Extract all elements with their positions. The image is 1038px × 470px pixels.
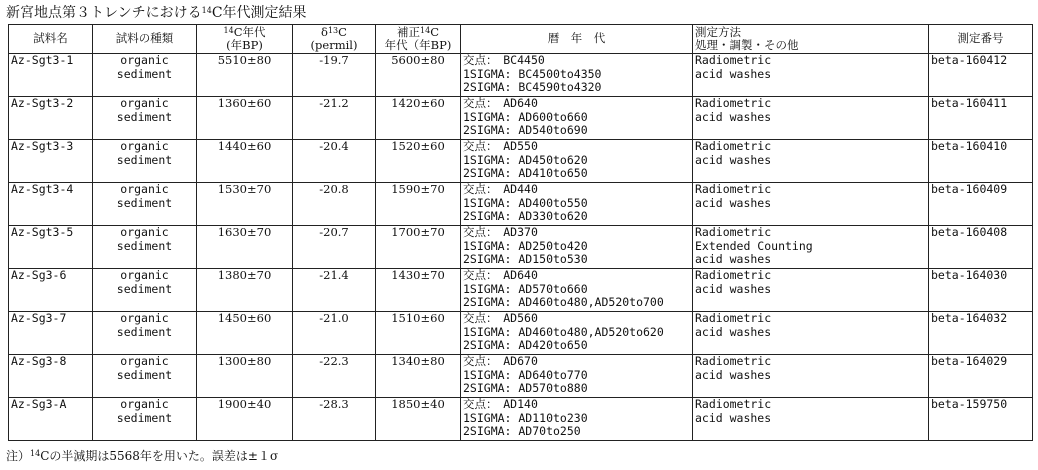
table-row xyxy=(9,269,1033,312)
calendar-1sigma: 1SIGMA: AD460to480,AD520to620 xyxy=(463,324,664,339)
method-line: acid washes xyxy=(695,324,772,339)
cell-calendar-age xyxy=(461,97,693,140)
calendar-2sigma: 2SIGMA: AD410to650 xyxy=(463,166,588,180)
cell-age: 1630±70 xyxy=(197,226,293,269)
header-delta-c: C xyxy=(338,24,347,39)
cell-sample-type-line1: organic xyxy=(120,354,169,368)
cell-age: 1380±70 xyxy=(197,269,293,312)
title-prefix: 新宮地点第３トレンチにおける xyxy=(6,5,202,21)
cell-delta: -20.8 xyxy=(293,183,376,226)
cell-sample-type-line1: organic xyxy=(120,139,169,153)
method-line: acid washes xyxy=(695,66,772,81)
cell-sample-type-line1: organic xyxy=(120,225,169,239)
header-sample-name: 試料名 xyxy=(9,25,93,54)
cell-age: 1530±70 xyxy=(197,183,293,226)
table-row xyxy=(9,140,1033,183)
method-line: Radiometric xyxy=(695,139,772,153)
calendar-intercept: 交点： AD640 xyxy=(463,268,538,282)
calendar-intercept: 交点： AD440 xyxy=(463,182,538,196)
table-row xyxy=(9,54,1033,97)
table-row xyxy=(9,355,1033,398)
header-corrected-line2: 年代（年BP) xyxy=(384,38,452,52)
header-method-line2: 処理・調製・その他 xyxy=(695,38,799,52)
calendar-1sigma: 1SIGMA: AD400to550 xyxy=(463,195,588,210)
method-line: acid washes xyxy=(695,281,772,296)
method-line: Radiometric xyxy=(695,397,772,411)
cell-sample-name: Az-Sgt3-1 xyxy=(9,54,93,97)
cell-corrected-age: 1520±60 xyxy=(376,140,461,183)
cell-delta: -20.7 xyxy=(293,226,376,269)
cell-sample-name: Az-Sg3-8 xyxy=(9,355,93,398)
cell-corrected-age: 1340±80 xyxy=(376,355,461,398)
calendar-1sigma: 1SIGMA: BC4500to4350 xyxy=(463,66,602,81)
cell-sample-type xyxy=(93,183,197,226)
calendar-1sigma: 1SIGMA: AD110to230 xyxy=(463,410,588,425)
footnote-superscript: 14 xyxy=(30,449,41,458)
title-suffix: C年代測定結果 xyxy=(211,5,307,21)
cell-sample-name: Az-Sg3-6 xyxy=(9,269,93,312)
cell-sample-type-line1: organic xyxy=(120,182,169,196)
method-line: Radiometric xyxy=(695,182,772,196)
cell-sample-name: Az-Sg3-A xyxy=(9,398,93,441)
cell-age: 1440±60 xyxy=(197,140,293,183)
cell-lab-number: beta-160409 xyxy=(929,183,1033,226)
header-row xyxy=(9,25,1033,54)
calendar-1sigma: 1SIGMA: AD450to620 xyxy=(463,152,588,167)
header-age-line1: C年代 xyxy=(233,24,266,39)
footnote xyxy=(6,448,278,464)
calendar-2sigma: 2SIGMA: AD330to620 xyxy=(463,209,588,223)
method-line: Radiometric xyxy=(695,354,772,368)
cell-sample-name: Az-Sgt3-3 xyxy=(9,140,93,183)
calendar-2sigma: 2SIGMA: AD460to480,AD520to700 xyxy=(463,295,664,309)
header-delta-symbol: δ xyxy=(321,24,328,39)
cell-delta: -21.2 xyxy=(293,97,376,140)
cell-sample-type-line2: sediment xyxy=(116,109,173,124)
cell-lab-number: beta-164029 xyxy=(929,355,1033,398)
cell-corrected-age: 1430±70 xyxy=(376,269,461,312)
header-delta-line2: (permil) xyxy=(310,38,358,52)
cell-lab-number: beta-159750 xyxy=(929,398,1033,441)
cell-sample-type-line1: organic xyxy=(120,96,169,110)
header-delta-sup: 13 xyxy=(327,25,339,35)
calendar-2sigma: 2SIGMA: BC4590to4320 xyxy=(463,80,602,94)
cell-sample-type xyxy=(93,355,197,398)
cell-method xyxy=(693,269,929,312)
header-age-sup: 14 xyxy=(223,25,234,35)
calendar-intercept: 交点： AD670 xyxy=(463,354,538,368)
cell-method xyxy=(693,54,929,97)
header-calendar-age: 暦 年 代 xyxy=(461,25,693,54)
cell-corrected-age: 1590±70 xyxy=(376,183,461,226)
cell-method xyxy=(693,97,929,140)
cell-method xyxy=(693,398,929,441)
calendar-2sigma: 2SIGMA: AD420to650 xyxy=(463,338,588,352)
cell-calendar-age xyxy=(461,312,693,355)
cell-calendar-age xyxy=(461,54,693,97)
method-line: Extended Counting xyxy=(695,238,813,253)
calendar-intercept: 交点： AD640 xyxy=(463,96,538,110)
header-method-line1: 測定方法 xyxy=(695,24,741,39)
cell-sample-type-line2: sediment xyxy=(116,66,173,81)
page-title xyxy=(6,4,307,22)
cell-lab-number: beta-160410 xyxy=(929,140,1033,183)
method-line: Radiometric xyxy=(695,96,772,110)
cell-calendar-age xyxy=(461,398,693,441)
header-delta xyxy=(293,25,376,54)
cell-age: 1300±80 xyxy=(197,355,293,398)
cell-sample-type-line2: sediment xyxy=(116,410,173,425)
cell-calendar-age xyxy=(461,355,693,398)
header-method xyxy=(693,25,929,54)
cell-sample-type-line2: sediment xyxy=(116,195,173,210)
cell-age: 1360±60 xyxy=(197,97,293,140)
cell-corrected-age: 1420±60 xyxy=(376,97,461,140)
method-line: acid washes xyxy=(695,195,772,210)
method-line: Radiometric xyxy=(695,311,772,325)
calendar-intercept: 交点： AD370 xyxy=(463,225,538,239)
table-row xyxy=(9,398,1033,441)
cell-sample-type xyxy=(93,312,197,355)
calendar-1sigma: 1SIGMA: AD250to420 xyxy=(463,238,588,253)
cell-calendar-age xyxy=(461,269,693,312)
calendar-2sigma: 2SIGMA: AD150to530 xyxy=(463,252,588,266)
cell-sample-type-line2: sediment xyxy=(116,367,173,382)
header-corrected-line1b: C xyxy=(430,24,439,39)
header-corrected-line1a: 補正 xyxy=(397,24,420,39)
cell-calendar-age xyxy=(461,226,693,269)
method-line: acid washes xyxy=(695,367,772,382)
cell-lab-number: beta-160408 xyxy=(929,226,1033,269)
calendar-2sigma: 2SIGMA: AD540to690 xyxy=(463,123,588,137)
header-corrected-sup: 14 xyxy=(420,25,431,35)
calendar-intercept: 交点： AD140 xyxy=(463,397,538,411)
cell-sample-type xyxy=(93,398,197,441)
cell-lab-number: beta-160412 xyxy=(929,54,1033,97)
calendar-2sigma: 2SIGMA: AD570to880 xyxy=(463,381,588,395)
cell-method xyxy=(693,183,929,226)
method-line: acid washes xyxy=(695,152,772,167)
results-table xyxy=(8,24,1033,441)
footnote-prefix: 注） xyxy=(6,449,31,463)
table-row xyxy=(9,97,1033,140)
cell-delta: -21.4 xyxy=(293,269,376,312)
cell-method xyxy=(693,355,929,398)
method-line: acid washes xyxy=(695,410,772,425)
calendar-intercept: 交点： AD550 xyxy=(463,139,538,153)
cell-sample-type xyxy=(93,269,197,312)
method-line: acid washes xyxy=(695,109,772,124)
calendar-intercept: 交点： AD560 xyxy=(463,311,538,325)
cell-corrected-age: 1700±70 xyxy=(376,226,461,269)
header-corrected-age xyxy=(376,25,461,54)
cell-sample-name: Az-Sgt3-5 xyxy=(9,226,93,269)
title-superscript: 14 xyxy=(201,6,212,15)
cell-sample-type-line2: sediment xyxy=(116,281,173,296)
table-row xyxy=(9,226,1033,269)
cell-delta: -19.7 xyxy=(293,54,376,97)
cell-age: 1450±60 xyxy=(197,312,293,355)
cell-method xyxy=(693,140,929,183)
cell-calendar-age xyxy=(461,140,693,183)
cell-sample-type-line2: sediment xyxy=(116,238,173,253)
calendar-1sigma: 1SIGMA: AD570to660 xyxy=(463,281,588,296)
table-row xyxy=(9,312,1033,355)
cell-lab-number: beta-164032 xyxy=(929,312,1033,355)
calendar-1sigma: 1SIGMA: AD600to660 xyxy=(463,109,588,124)
cell-sample-type-line2: sediment xyxy=(116,152,173,167)
method-line: acid washes xyxy=(695,252,772,266)
cell-sample-type xyxy=(93,97,197,140)
method-line: Radiometric xyxy=(695,53,772,67)
cell-sample-type-line1: organic xyxy=(120,397,169,411)
cell-corrected-age: 1850±40 xyxy=(376,398,461,441)
calendar-1sigma: 1SIGMA: AD640to770 xyxy=(463,367,588,382)
cell-sample-type-line2: sediment xyxy=(116,324,173,339)
header-age-line2: (年BP) xyxy=(226,38,263,52)
calendar-intercept: 交点： BC4450 xyxy=(463,53,545,67)
cell-sample-type xyxy=(93,226,197,269)
table-row xyxy=(9,183,1033,226)
cell-age: 5510±80 xyxy=(197,54,293,97)
method-line: Radiometric xyxy=(695,268,772,282)
cell-sample-type xyxy=(93,54,197,97)
cell-corrected-age: 5600±80 xyxy=(376,54,461,97)
cell-sample-name: Az-Sgt3-2 xyxy=(9,97,93,140)
cell-sample-type-line1: organic xyxy=(120,311,169,325)
cell-sample-name: Az-Sgt3-4 xyxy=(9,183,93,226)
cell-calendar-age xyxy=(461,183,693,226)
cell-method xyxy=(693,226,929,269)
cell-lab-number: beta-160411 xyxy=(929,97,1033,140)
cell-delta: -20.4 xyxy=(293,140,376,183)
cell-lab-number: beta-164030 xyxy=(929,269,1033,312)
method-line: Radiometric xyxy=(695,225,772,239)
cell-sample-type-line1: organic xyxy=(120,53,169,67)
cell-delta: -21.0 xyxy=(293,312,376,355)
header-lab-number: 測定番号 xyxy=(929,25,1033,54)
cell-sample-type-line1: organic xyxy=(120,268,169,282)
cell-age: 1900±40 xyxy=(197,398,293,441)
header-sample-type: 試料の種類 xyxy=(93,25,197,54)
cell-corrected-age: 1510±60 xyxy=(376,312,461,355)
cell-delta: -28.3 xyxy=(293,398,376,441)
footnote-text: Cの半減期は5568年を用いた。誤差は±１σ xyxy=(40,449,279,463)
cell-method xyxy=(693,312,929,355)
header-age xyxy=(197,25,293,54)
cell-sample-name: Az-Sg3-7 xyxy=(9,312,93,355)
cell-sample-type xyxy=(93,140,197,183)
calendar-2sigma: 2SIGMA: AD70to250 xyxy=(463,424,581,438)
cell-delta: -22.3 xyxy=(293,355,376,398)
